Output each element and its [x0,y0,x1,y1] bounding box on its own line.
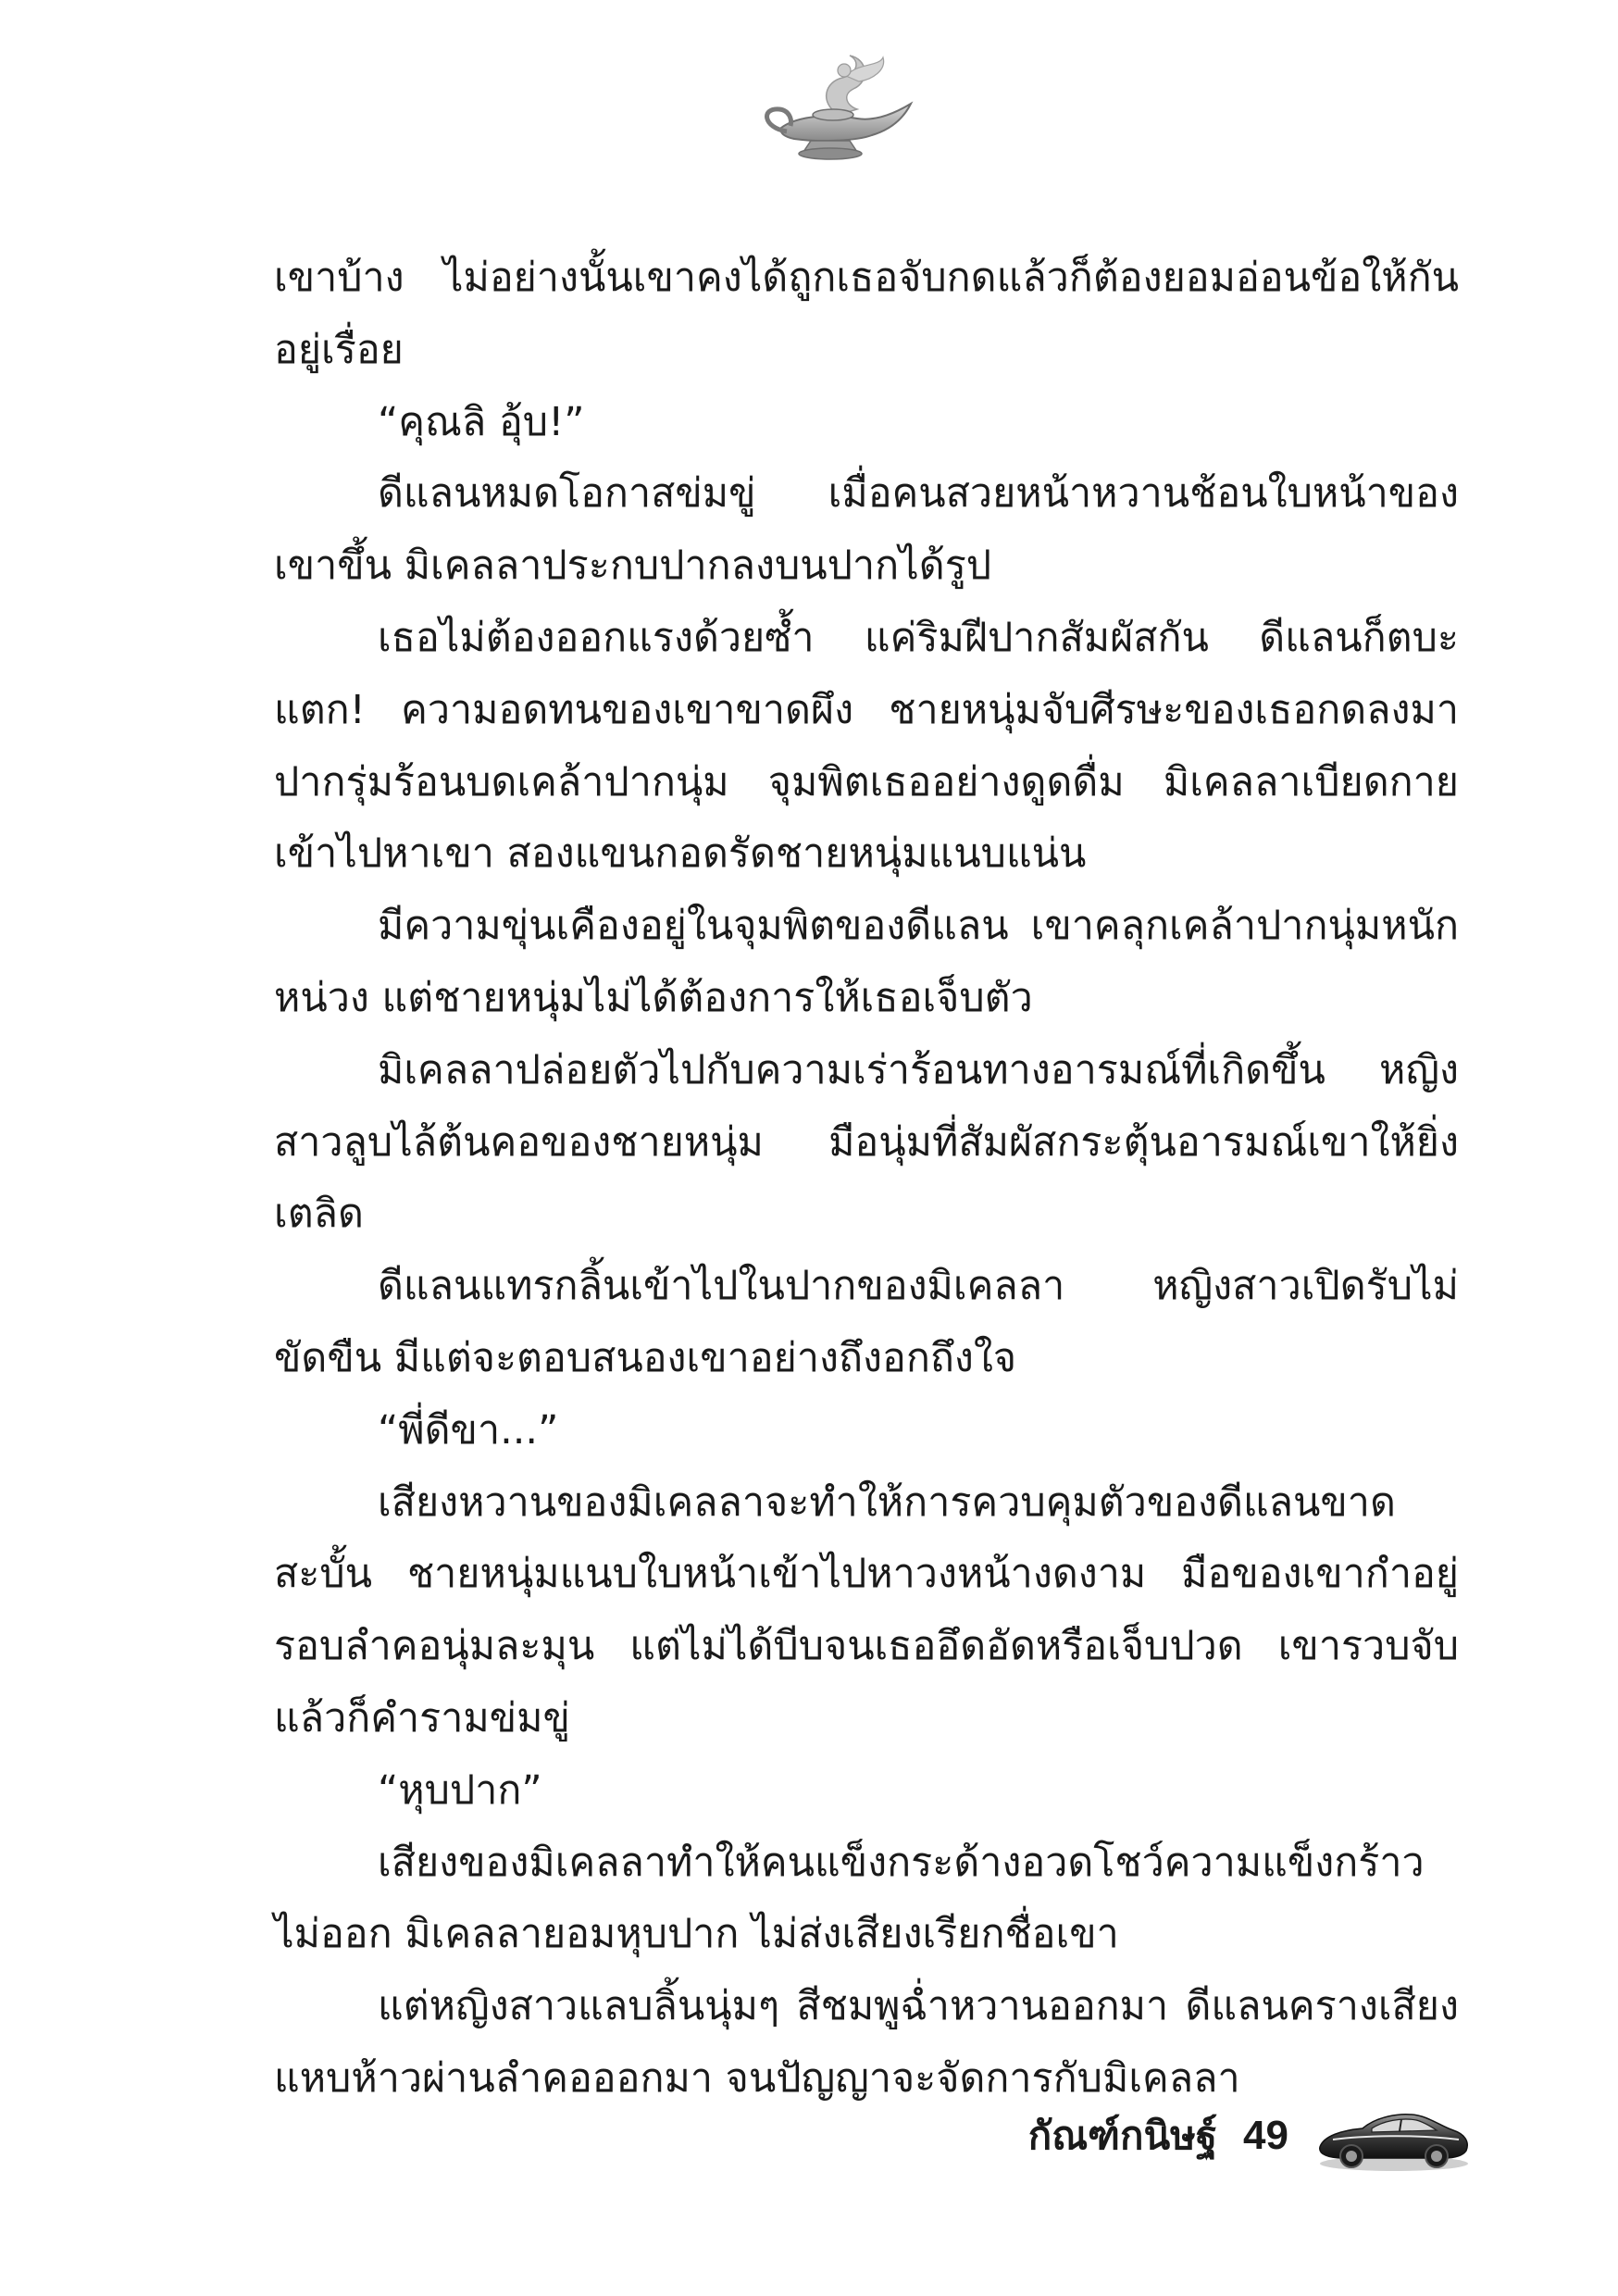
genie-lamp-icon [753,54,920,163]
paragraph: ดีแลนหมดโอกาสข่มขู่ เมื่อคนสวยหน้าหวานช้อนใบหน้าของเขาขึ้น มิเคลลาประกบปากลงบนปากได้รูป [274,470,1459,590]
paragraph: “หุบปาก” [378,1766,542,1814]
paragraph: มิเคลลาปล่อยตัวไปกับความเร่าร้อนทางอารมณ์ที่เกิดขึ้น หญิงสาวลูบไล้ต้นคอของชายหนุ่ม มือนุ่มที่สัมผัสกระตุ้นอารมณ์เขาให้ยิ่งเตลิด [274,1046,1459,1238]
paragraph: เขาบ้าง ไม่อย่างนั้นเขาคงได้ถูกเธอจับกดแล้วก็ต้องยอมอ่อนข้อให้กันอยู่เรื่อย [274,255,1459,373]
paragraph: แต่หญิงสาวแลบลิ้นนุ่มๆ สีชมพูฉ่ำหวานออกมา ดีแลนครางเสียงแหบห้าวผ่านลำคอออกมา จนปัญญาจะจัดการกับมิเคลลา [274,1983,1459,2102]
author-name: กัณฑ์กนิษฐ์ [1027,2113,1218,2158]
paragraph: เสียงของมิเคลลาทำให้คนแข็งกระด้างอวดโชว์ความแข็งกร้าวไม่ออก มิเคลลายอมหุบปาก ไม่ส่งเสียงเรียกชื่อเขา [274,1839,1425,1958]
paragraph: ดีแลนแทรกลิ้นเข้าไปในปากของมิเคลลา หญิงสาวเปิดรับไม่ขัดขืน มีแต่จะตอบสนองเขาอย่างถึงอกถึงใจ [274,1263,1459,1381]
paragraph: “คุณลิ อุ้บ!” [378,398,585,445]
paragraph: มีความขุ่นเคืองอยู่ในจุมพิตของดีแลน เขาคลุกเคล้าปากนุ่มหนักหน่วง แต่ชายหนุ่มไม่ได้ต้องการให้เธอเจ็บตัว [274,903,1459,1021]
paragraph: “พี่ดีขา...” [378,1406,559,1454]
sports-car-icon [1314,2097,1472,2175]
paragraph: เสียงหวานของมิเคลลาจะทำให้การควบคุมตัวของดีแลนขาดสะบั้น ชายหนุ่มแนบใบหน้าเข้าไปหาวงหน้างดงาม มือของเขากำอยู่รอบลำคอนุ่มละมุน แต่ไม่ได้บีบจนเธออึดอัดหรือเจ็บปวด เขารวบจับแล้วก็คำรามข่มขู่ [274,1479,1459,1741]
body-text [274,243,1459,2115]
page-footer [1028,2085,1472,2187]
paragraph: เธอไม่ต้องออกแรงด้วยซ้ำ แค่ริมฝีปากสัมผัสกัน ดีแลนก็ตบะแตก! ความอดทนของเขาขาดผึง ชายหนุ่มจับศีรษะของเธอกดลงมา ปากรุ่มร้อนบดเคล้าปากนุ่ม จุมพิตเธออย่างดูดดื่ม มิเคลลาเบียดกายเข้าไปหาเขา สองแขนกอดรัดชายหนุ่มแนบแน่น [274,614,1459,878]
page-number: 49 [1243,2113,1288,2158]
